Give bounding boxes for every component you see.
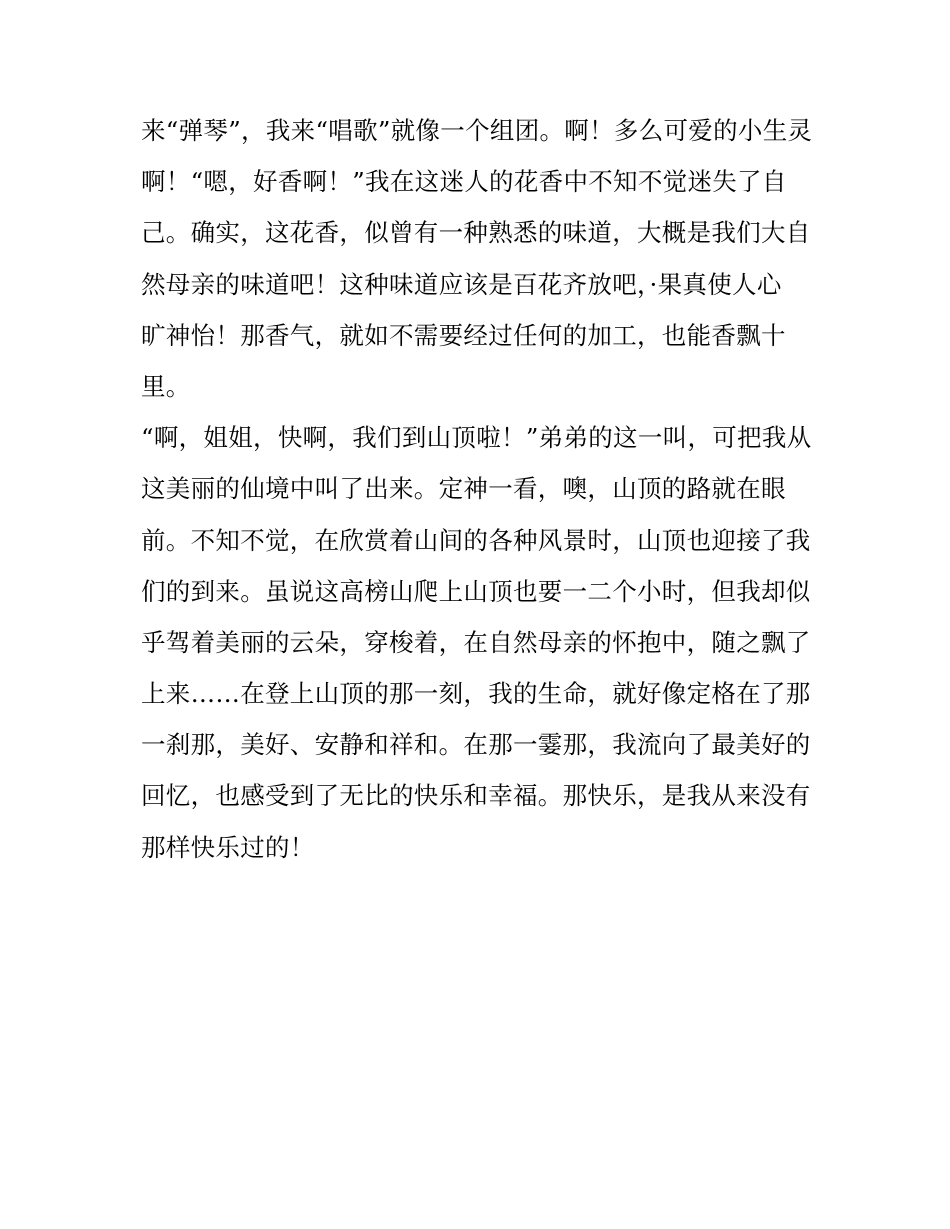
text-line: 那样快乐过的！ <box>141 832 315 862</box>
text-line: 里。 <box>141 371 191 401</box>
text-line: 这美丽的仙境中叫了出来。定神一看，噢，山顶的路就在眼 <box>141 474 786 504</box>
text-line: 来“弹琴”，我来“唱歌”就像一个组团。啊！多么可爱的小生灵 <box>141 116 813 145</box>
text-line: “啊，姐姐，快啊，我们到山顶啦！”弟弟的这一叫，可把我从 <box>141 423 812 453</box>
text-line: 一刹那，美好、安静和祥和。在那一霎那，我流向了最美好的 <box>141 730 811 760</box>
text-line: 然母亲的味道吧！这种味道应该是百花齐放吧，·果真使人心 <box>141 269 782 299</box>
text-line: 啊！“嗯，好香啊！”我在这迷人的花香中不知不觉迷失了自 <box>141 167 787 197</box>
text-line: 己。确实，这花香，似曾有一种熟悉的味道，大概是我们大自 <box>141 218 811 248</box>
text-line: 们的到来。虽说这高榜山爬上山顶也要一二个小时，但我却似 <box>141 576 811 606</box>
text-line: 前。不知不觉，在欣赏着山间的各种风景时，山顶也迎接了我 <box>141 525 811 555</box>
text-line: 乎驾着美丽的云朵，穿梭着，在自然母亲的怀抱中，随之飘了 <box>141 627 811 657</box>
text-line: 回忆，也感受到了无比的快乐和幸福。那快乐，是我从来没有 <box>141 781 811 811</box>
text-line: 上来……在登上山顶的那一刻，我的生命，就好像定格在了那 <box>141 679 811 709</box>
text-line: 旷神怡！那香气，就如不需要经过任何的加工，也能香飘十 <box>141 320 786 350</box>
essay-text <box>141 105 821 873</box>
